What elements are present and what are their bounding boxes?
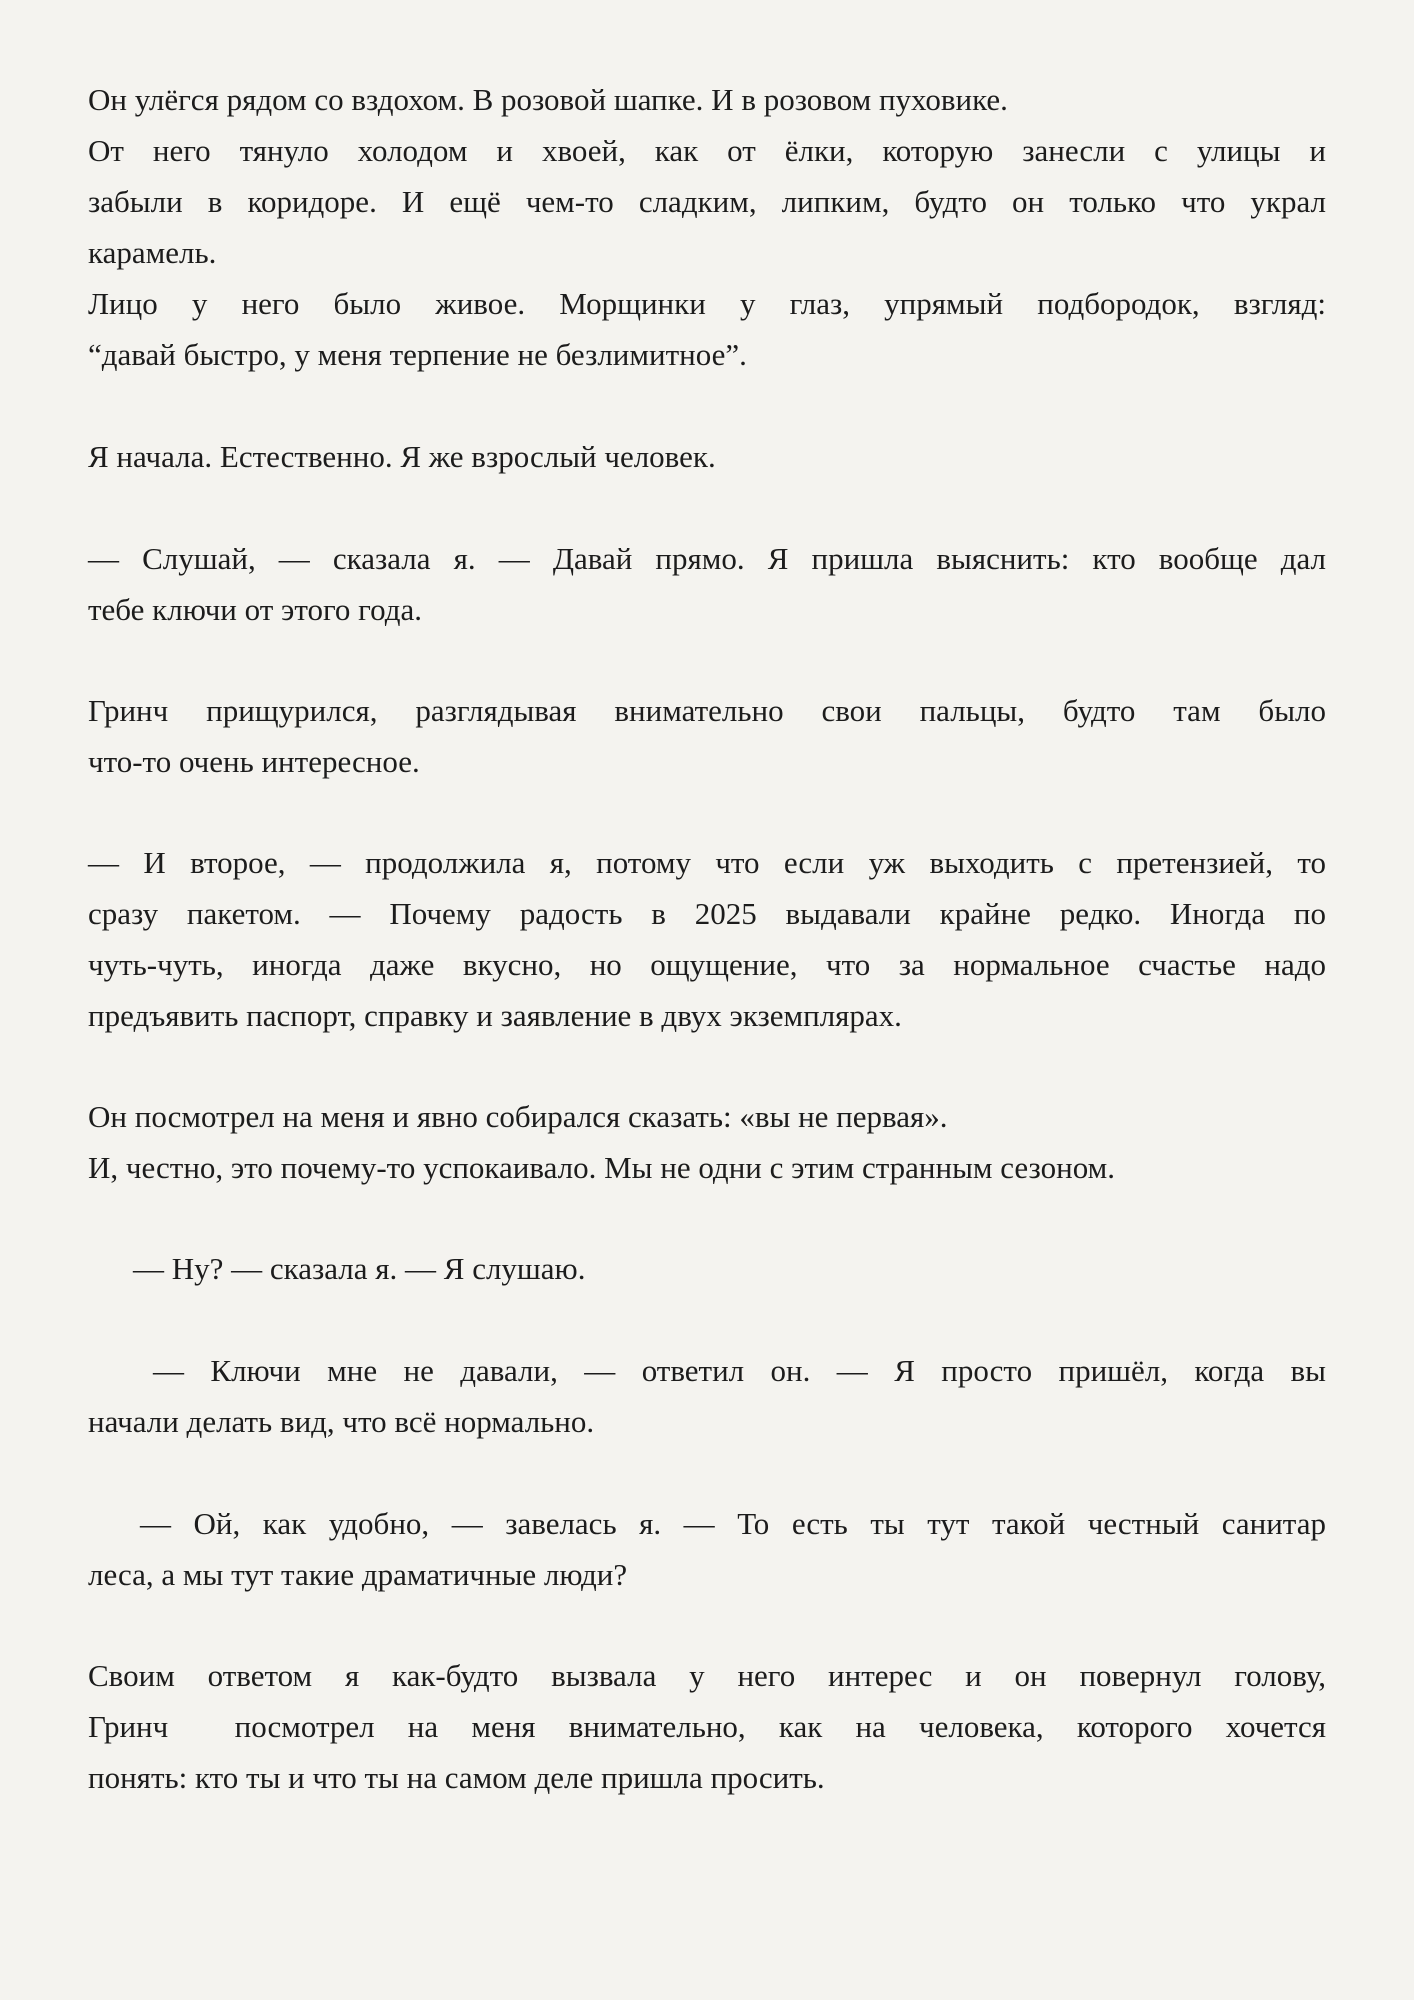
text-line: тебе ключи от этого года. <box>88 592 422 627</box>
text-line: От него тянуло холодом и хвоей, как от ёлки, которую занесли с улицы и <box>88 133 1326 168</box>
text-line: — И второе, — продолжила я, потому что если уж выходить с претензией, то <box>88 845 1326 880</box>
text-line: Я начала. Естественно. Я же взрослый человек. <box>88 439 716 474</box>
text-line: — Ну? — сказала я. — Я слушаю. <box>133 1251 586 1286</box>
text-line: — Ой, как удобно, — завелась я. — То есть ты тут такой честный санитар <box>140 1506 1326 1541</box>
text-line: начали делать вид, что всё нормально. <box>88 1404 595 1439</box>
text-line: “давай быстро, у меня терпение не безлимитное”. <box>88 337 747 372</box>
text-line: что-то очень интересное. <box>88 744 420 779</box>
text-line: — Слушай, — сказала я. — Давай прямо. Я пришла выяснить: кто вообще дал <box>88 541 1326 576</box>
text-line: понять: кто ты и что ты на самом деле пришла просить. <box>88 1760 825 1795</box>
text-line: Гринч прищурился, разглядывая внимательно свои пальцы, будто там было <box>88 693 1326 728</box>
text-line: Он улёгся рядом со вздохом. В розовой шапке. И в розовом пуховике. <box>88 82 1008 117</box>
text-line: леса, а мы тут такие драматичные люди? <box>88 1557 628 1592</box>
text-line: — Ключи мне не давали, — ответил он. — Я просто пришёл, когда вы <box>153 1353 1326 1388</box>
text-line: предъявить паспорт, справку и заявление в двух экземплярах. <box>88 998 902 1033</box>
text-line: Лицо у него было живое. Морщинки у глаз, упрямый подбородок, взгляд: <box>88 286 1326 321</box>
text-line: карамель. <box>88 235 217 270</box>
text-line: чуть-чуть, иногда даже вкусно, но ощущение, что за нормальное счастье надо <box>88 947 1326 982</box>
text-line: Своим ответом я как-будто вызвала у него интерес и он повернул голову, <box>88 1658 1326 1693</box>
text-line: Гринч посмотрел на меня внимательно, как на человека, которого хочется <box>88 1709 1326 1744</box>
text-line: Он посмотрел на меня и явно собирался сказать: «вы не первая». <box>88 1099 948 1134</box>
text-line: сразу пакетом. — Почему радость в 2025 выдавали крайне редко. Иногда по <box>88 896 1326 931</box>
text-line: И, честно, это почему-то успокаивало. Мы не одни с этим странным сезоном. <box>88 1150 1115 1185</box>
text-line: забыли в коридоре. И ещё чем-то сладким, липким, будто он только что украл <box>88 184 1326 219</box>
